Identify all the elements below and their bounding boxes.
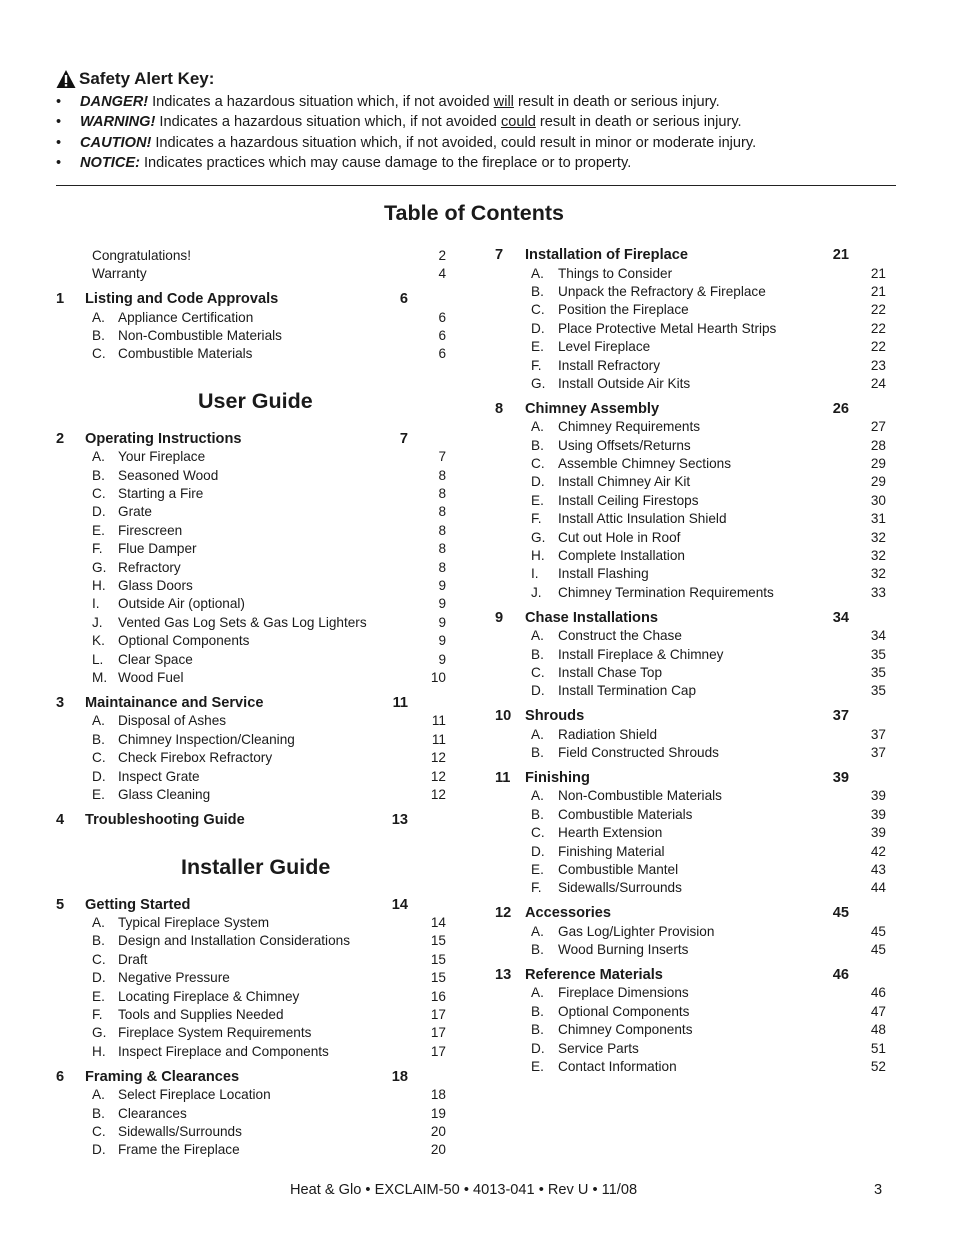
safety-item-notice: • NOTICE: Indicates practices which may cause damage to the fireplace or to property.	[56, 155, 632, 172]
toc-entry-letter: E.	[92, 523, 105, 538]
toc-section-number: 8	[495, 401, 504, 417]
toc-entry-page: 18	[430, 1087, 446, 1102]
toc-section-page: 45	[832, 905, 849, 921]
toc-entry-title: Disposal of Ashes	[118, 713, 227, 728]
toc-entry-letter: A.	[531, 628, 544, 643]
toc-entry-letter: E.	[531, 339, 544, 354]
toc-entry-title: Your Fireplace	[118, 449, 206, 464]
toc-section-page: 21	[832, 247, 849, 263]
toc-entry-title: Negative Pressure	[118, 970, 230, 985]
toc-entry-letter: C.	[92, 750, 106, 765]
toc-entry-page: 10	[430, 670, 446, 685]
toc-entry-title: Fireplace System Requirements	[118, 1025, 312, 1040]
toc-entry-title: Non-Combustible Materials	[118, 328, 282, 343]
toc-entry-page: 32	[870, 548, 886, 563]
toc-entry-page: 22	[870, 339, 886, 354]
toc-section-page: 14	[391, 897, 408, 913]
toc-entry-title: Install Termination Cap	[558, 683, 697, 698]
toc-entry-page: 23	[870, 358, 886, 373]
toc-entry-letter: I.	[92, 596, 100, 611]
user-guide-title: User Guide	[198, 389, 313, 413]
toc-entry-letter: F.	[531, 880, 542, 895]
toc-entry-title: Install Ceiling Firestops	[558, 493, 699, 508]
toc-entry-letter: C.	[92, 346, 106, 361]
toc-entry-letter: G.	[92, 560, 107, 575]
toc-entry-page: 24	[870, 376, 886, 391]
toc-section-title: Listing and Code Approvals	[85, 291, 279, 307]
toc-entry-page: 16	[430, 989, 446, 1004]
toc-entry-page: 28	[870, 438, 886, 453]
toc-entry-title: Contact Information	[558, 1059, 677, 1074]
toc-entry-title: Construct the Chase	[558, 628, 682, 643]
toc-entry-title: Clearances	[118, 1106, 187, 1121]
toc-section-page: 11	[392, 695, 408, 711]
toc-entry-page: 51	[870, 1041, 886, 1056]
toc-entry-title: Locating Fireplace & Chimney	[118, 989, 300, 1004]
toc-entry-letter: C.	[92, 486, 106, 501]
toc-entry-page: 8	[438, 486, 446, 501]
toc-entry-page: 6	[438, 328, 446, 343]
toc-section-title: Reference Materials	[525, 967, 663, 983]
toc-entry-letter: D.	[531, 321, 545, 336]
safety-alert-list	[56, 92, 896, 174]
toc-entry-letter: C.	[531, 456, 545, 471]
toc-section-page: 37	[832, 708, 849, 724]
toc-entry-page: 37	[870, 727, 886, 742]
toc-entry-title: Inspect Grate	[118, 769, 200, 784]
toc-section-page: 7	[399, 431, 408, 447]
toc-entry-page: 29	[870, 474, 886, 489]
toc-entry-title: Refractory	[118, 560, 181, 575]
toc-section-number: 6	[56, 1069, 65, 1085]
toc-entry-page: 4	[438, 266, 446, 281]
toc-entry-title: Design and Installation Considerations	[118, 933, 350, 948]
toc-entry-letter: B.	[92, 468, 105, 483]
toc-entry-title: Tools and Supplies Needed	[118, 1007, 284, 1022]
toc-section-title: Maintainance and Service	[85, 695, 264, 711]
toc-entry-title: Service Parts	[558, 1041, 639, 1056]
toc-entry-letter: M.	[92, 670, 108, 685]
toc-entry-title: Outside Air (optional)	[118, 596, 245, 611]
toc-entry-page: 21	[870, 284, 886, 299]
toc-entry-title: Combustible Materials	[558, 807, 693, 822]
safety-item-caution: • CAUTION! Indicates a hazardous situation which, if not avoided, could result in minor or moderate injury.	[56, 134, 757, 151]
toc-title: Table of Contents	[384, 201, 564, 225]
toc-entry-letter: H.	[92, 1044, 106, 1059]
toc-entry-title: Field Constructed Shrouds	[558, 745, 719, 760]
toc-section-number: 10	[495, 708, 512, 724]
toc-entry-letter: E.	[531, 493, 544, 508]
toc-entry-page: 6	[438, 346, 446, 361]
toc-section-title: Chase Installations	[525, 610, 659, 626]
toc-entry-title: Fireplace Dimensions	[558, 985, 689, 1000]
toc-entry-page: 17	[430, 1025, 446, 1040]
toc-entry-title: Check Firebox Refractory	[118, 750, 273, 765]
toc-entry-title: Inspect Fireplace and Components	[118, 1044, 329, 1059]
toc-section-page: 34	[832, 610, 849, 626]
toc-entry-page: 31	[870, 511, 886, 526]
toc-entry-letter: G.	[531, 376, 546, 391]
toc-section-title: Installation of Fireplace	[525, 247, 688, 263]
toc-entry-page: 9	[438, 633, 446, 648]
toc-section-page: 46	[832, 967, 849, 983]
toc-section-title: Getting Started	[85, 897, 191, 913]
toc-section-number: 7	[495, 247, 504, 263]
toc-section-number: 2	[56, 431, 65, 447]
toc-entry-page: 46	[870, 985, 886, 1000]
toc-entry-letter: H.	[92, 578, 106, 593]
toc-entry-page: 37	[870, 745, 886, 760]
toc-entry-title: Place Protective Metal Hearth Strips	[558, 321, 777, 336]
toc-entry-page: 11	[431, 713, 446, 728]
toc-entry-page: 9	[438, 652, 446, 667]
toc-section-number: 5	[56, 897, 65, 913]
toc-entry-letter: A.	[531, 419, 544, 434]
toc-entry-page: 8	[438, 504, 446, 519]
toc-entry-letter: B.	[92, 732, 105, 747]
toc-entry-letter: A.	[92, 713, 105, 728]
toc-section-page: 26	[832, 401, 849, 417]
toc-section-title: Shrouds	[525, 708, 585, 724]
toc-entry-title: Chimney Termination Requirements	[558, 585, 774, 600]
toc-entry-title: Frame the Fireplace	[118, 1142, 240, 1157]
toc-entry-title: Optional Components	[558, 1004, 690, 1019]
toc-entry-letter: E.	[531, 862, 544, 877]
toc-entry-page: 9	[438, 596, 446, 611]
toc-section-title: Accessories	[525, 905, 612, 921]
toc-entry-page: 19	[430, 1106, 446, 1121]
toc-entry-letter: A.	[531, 788, 544, 803]
toc-entry-page: 34	[870, 628, 886, 643]
toc-entry-title: Wood Fuel	[118, 670, 184, 685]
toc-entry-page: 47	[870, 1004, 886, 1019]
toc-entry-letter: A.	[531, 985, 544, 1000]
toc-entry-page: 48	[870, 1022, 886, 1037]
toc-entry-page: 14	[430, 915, 446, 930]
toc-entry-letter: B.	[92, 328, 105, 343]
toc-entry-page: 7	[438, 449, 446, 464]
toc-entry-title: Cut out Hole in Roof	[558, 530, 681, 545]
toc-entry-title: Flue Damper	[118, 541, 197, 556]
toc-entry-page: 9	[438, 578, 446, 593]
toc-entry-title: Warranty	[92, 266, 147, 281]
toc-section-number: 13	[495, 967, 512, 983]
warning-triangle-icon	[56, 69, 76, 89]
toc-entry-page: 45	[870, 924, 886, 939]
toc-entry-page: 12	[430, 769, 446, 784]
toc-entry-letter: F.	[531, 358, 542, 373]
toc-entry-page: 42	[870, 844, 886, 859]
toc-entry-page: 6	[438, 310, 446, 325]
safety-item-danger: • DANGER! Indicates a hazardous situation which, if not avoided will result in death or serious injury.	[56, 94, 720, 110]
toc-entry-page: 8	[438, 541, 446, 556]
toc-entry-letter: B.	[531, 745, 544, 760]
toc-entry-letter: D.	[92, 504, 106, 519]
toc-entry-title: Install Attic Insulation Shield	[558, 511, 727, 526]
toc-entry-letter: C.	[531, 825, 545, 840]
toc-entry-page: 52	[870, 1059, 886, 1074]
toc-entry-title: Hearth Extension	[558, 825, 663, 840]
toc-entry-letter: B.	[531, 647, 544, 662]
toc-entry-letter: A.	[92, 310, 105, 325]
toc-entry-page: 44	[870, 880, 886, 895]
toc-entry-page: 15	[430, 933, 446, 948]
toc-entry-title: Install Chase Top	[558, 665, 663, 680]
toc-entry-title: Typical Fireplace System	[118, 915, 270, 930]
toc-entry-page: 35	[870, 647, 886, 662]
toc-entry-letter: J.	[92, 615, 103, 630]
toc-section-page: 39	[832, 770, 849, 786]
toc-entry-page: 15	[430, 952, 446, 967]
toc-entry-page: 17	[430, 1044, 446, 1059]
toc-section-number: 1	[56, 291, 65, 307]
toc-entry-page: 30	[870, 493, 886, 508]
toc-entry-letter: E.	[92, 787, 105, 802]
toc-section-title: Finishing	[525, 770, 590, 786]
divider-rule	[56, 185, 896, 186]
toc-entry-letter: C.	[531, 302, 545, 317]
toc-section-title: Framing & Clearances	[85, 1069, 240, 1085]
toc-entry-title: Chimney Components	[558, 1022, 693, 1037]
toc-section-number: 11	[495, 770, 511, 786]
toc-entry-letter: I.	[531, 566, 539, 581]
toc-entry-page: 43	[870, 862, 886, 877]
toc-entry-page: 45	[870, 942, 886, 957]
toc-entry-title: Vented Gas Log Sets & Gas Log Lighters	[118, 615, 367, 630]
toc-entry-title: Combustible Materials	[118, 346, 253, 361]
toc-entry-page: 20	[430, 1142, 446, 1157]
toc-entry-page: 33	[870, 585, 886, 600]
toc-entry-letter: F.	[531, 511, 542, 526]
toc-entry-title: Complete Installation	[558, 548, 685, 563]
toc-entry-page: 39	[870, 825, 886, 840]
toc-entry-letter: D.	[92, 1142, 106, 1157]
installer-guide-title: Installer Guide	[181, 855, 331, 879]
toc-entry-letter: A.	[531, 727, 544, 742]
toc-entry-page: 8	[438, 468, 446, 483]
toc-entry-letter: B.	[531, 438, 544, 453]
toc-entry-letter: D.	[92, 769, 106, 784]
toc-entry-letter: D.	[92, 970, 106, 985]
toc-entry-letter: B.	[531, 284, 544, 299]
toc-entry-title: Chimney Inspection/Cleaning	[118, 732, 295, 747]
toc-entry-title: Combustible Mantel	[558, 862, 679, 877]
toc-entry-title: Congratulations!	[92, 248, 191, 263]
toc-entry-title: Draft	[118, 952, 148, 967]
toc-entry-letter: G.	[92, 1025, 107, 1040]
toc-entry-title: Firescreen	[118, 523, 183, 538]
safety-alert-heading	[56, 66, 896, 92]
toc-entry-title: Sidewalls/Surrounds	[118, 1124, 242, 1139]
toc-section-page: 13	[391, 812, 408, 828]
toc-section-number: 4	[56, 812, 65, 828]
toc-entry-letter: L.	[92, 652, 104, 667]
page-number: 3	[874, 1182, 883, 1198]
toc-entry-title: Optional Components	[118, 633, 250, 648]
toc-entry-page: 9	[438, 615, 446, 630]
toc-entry-letter: G.	[531, 530, 546, 545]
toc-entry-title: Radiation Shield	[558, 727, 657, 742]
toc-entry-letter: E.	[92, 989, 105, 1004]
toc-entry-letter: B.	[531, 1004, 544, 1019]
toc-entry-letter: A.	[531, 924, 544, 939]
toc-entry-title: Install Fireplace & Chimney	[558, 647, 724, 662]
toc-entry-letter: J.	[531, 585, 542, 600]
toc-entry-title: Things to Consider	[558, 266, 673, 281]
toc-entry-letter: A.	[92, 915, 105, 930]
toc-entry-title: Sidewalls/Surrounds	[558, 880, 682, 895]
toc-entry-title: Appliance Certification	[118, 310, 254, 325]
safety-alert-key	[56, 66, 896, 174]
toc-entry-letter: B.	[531, 1022, 544, 1037]
toc-entry-letter: K.	[92, 633, 105, 648]
toc-section-title: Operating Instructions	[85, 431, 242, 447]
toc-entry-title: Assemble Chimney Sections	[558, 456, 732, 471]
toc-entry-letter: C.	[92, 1124, 106, 1139]
toc-entry-letter: C.	[92, 952, 106, 967]
toc-entry-title: Position the Fireplace	[558, 302, 689, 317]
toc-entry-title: Clear Space	[118, 652, 193, 667]
toc-entry-title: Select Fireplace Location	[118, 1087, 271, 1102]
toc-entry-page: 11	[431, 732, 446, 747]
toc-entry-page: 35	[870, 683, 886, 698]
toc-entry-page: 39	[870, 788, 886, 803]
toc-entry-title: Grate	[118, 504, 152, 519]
toc-entry-title: Install Chimney Air Kit	[558, 474, 691, 489]
toc-entry-title: Seasoned Wood	[118, 468, 219, 483]
toc-entry-title: Gas Log/Lighter Provision	[558, 924, 715, 939]
toc-entry-letter: A.	[531, 266, 544, 281]
toc-entry-letter: H.	[531, 548, 545, 563]
toc-entry-page: 8	[438, 523, 446, 538]
toc-section-number: 9	[495, 610, 504, 626]
toc-entry-page: 32	[870, 530, 886, 545]
toc-entry-title: Level Fireplace	[558, 339, 651, 354]
toc-entry-title: Install Flashing	[558, 566, 649, 581]
safety-alert-title: Safety Alert Key:	[79, 69, 215, 88]
toc-entry-page: 12	[430, 750, 446, 765]
toc-entry-letter: D.	[531, 474, 545, 489]
toc-entry-letter: F.	[92, 1007, 103, 1022]
toc-entry-letter: D.	[531, 683, 545, 698]
toc-entry-letter: A.	[92, 449, 105, 464]
toc-entry-title: Starting a Fire	[118, 486, 204, 501]
toc-section-title: Chimney Assembly	[525, 401, 660, 417]
toc-entry-title: Finishing Material	[558, 844, 665, 859]
toc-entry-letter: B.	[531, 807, 544, 822]
toc-section-number: 12	[495, 905, 512, 921]
toc-entry-letter: B.	[92, 933, 105, 948]
toc-entry-page: 20	[430, 1124, 446, 1139]
toc-entry-page: 17	[430, 1007, 446, 1022]
toc-entry-page: 12	[430, 787, 446, 802]
toc-entry-title: Glass Doors	[118, 578, 193, 593]
toc-entry-page: 22	[870, 321, 886, 336]
toc-entry-page: 8	[438, 560, 446, 575]
toc-entry-title: Using Offsets/Returns	[558, 438, 691, 453]
toc-entry-page: 21	[870, 266, 886, 281]
toc-section-page: 18	[391, 1069, 408, 1085]
safety-item-warning: • WARNING! Indicates a hazardous situation which, if not avoided could result in death or serious injury.	[56, 114, 742, 131]
toc-entry-letter: C.	[531, 665, 545, 680]
toc-entry-page: 32	[870, 566, 886, 581]
toc-entry-title: Glass Cleaning	[118, 787, 211, 802]
toc-entry-letter: D.	[531, 844, 545, 859]
toc-entry-page: 2	[438, 248, 446, 263]
toc-entry-letter: E.	[531, 1059, 544, 1074]
toc-entry-title: Install Refractory	[558, 358, 660, 373]
toc-entry-page: 27	[870, 419, 886, 434]
toc-entry-page: 15	[430, 970, 446, 985]
toc-entry-title: Unpack the Refractory & Fireplace	[558, 284, 766, 299]
toc-entry-title: Install Outside Air Kits	[558, 376, 691, 391]
toc-entry-letter: D.	[531, 1041, 545, 1056]
toc-entry-title: Wood Burning Inserts	[558, 942, 689, 957]
footer-document-id: Heat & Glo • EXCLAIM-50 • 4013-041 • Rev U • 11/08	[290, 1182, 638, 1198]
toc-entry-page: 22	[870, 302, 886, 317]
toc-entry-title: Non-Combustible Materials	[558, 788, 722, 803]
toc-entry-letter: A.	[92, 1087, 105, 1102]
toc-section-number: 3	[56, 695, 65, 711]
toc-entry-letter: B.	[531, 942, 544, 957]
toc-section-title: Troubleshooting Guide	[85, 812, 245, 828]
toc-entry-page: 35	[870, 665, 886, 680]
toc-entry-letter: B.	[92, 1106, 105, 1121]
toc-entry-page: 29	[870, 456, 886, 471]
toc-entry-page: 39	[870, 807, 886, 822]
toc-entry-title: Chimney Requirements	[558, 419, 701, 434]
toc-entry-letter: F.	[92, 541, 103, 556]
toc-section-page: 6	[399, 291, 408, 307]
